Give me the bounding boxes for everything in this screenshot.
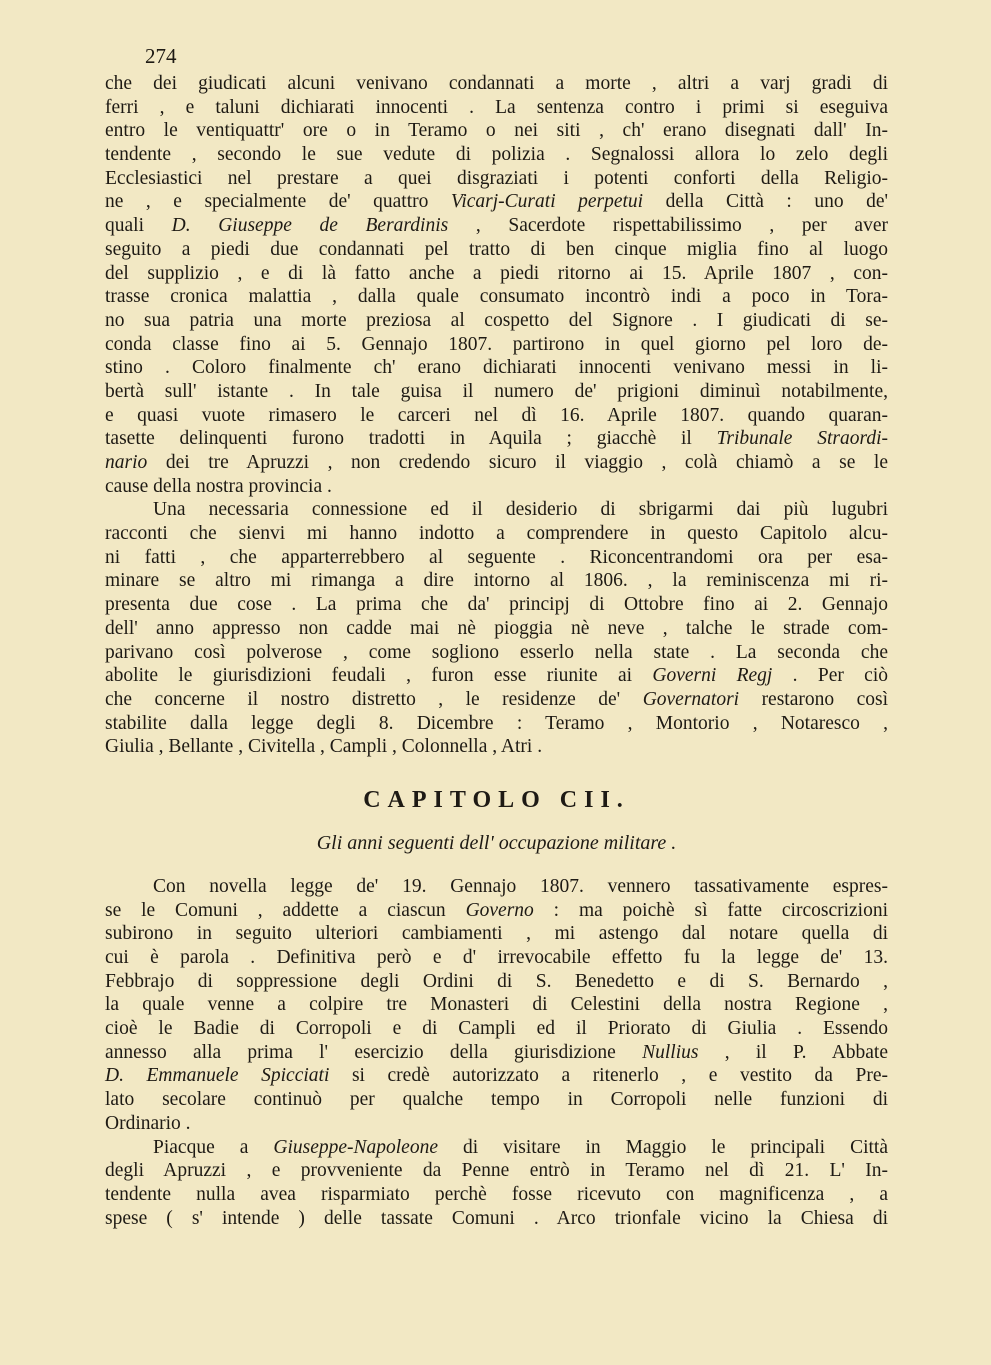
text-segment: della Città : uno de' <box>643 191 888 213</box>
text-line <box>105 1017 888 1041</box>
text-line <box>105 356 888 380</box>
text-line <box>105 735 888 759</box>
text-line <box>105 1041 888 1065</box>
text-segment: si credè autorizzato a ritenerlo , e vestito da Pre- <box>329 1065 888 1087</box>
text-line <box>105 546 888 570</box>
text-line <box>105 1136 888 1160</box>
text-segment: spese ( s' intende ) delle tassate Comuni . Arco trionfale vicino la Chiesa di <box>105 1207 888 1229</box>
page-number: 274 <box>145 44 177 68</box>
text-line <box>105 285 888 309</box>
text-line <box>105 688 888 712</box>
text-segment: minare se altro mi rimanga a dire intorno al 1806. , la reminiscenza mi ri- <box>105 570 888 592</box>
text-line <box>105 712 888 736</box>
text-line <box>105 593 888 617</box>
italic-text: Giuseppe-Napoleone <box>273 1136 438 1158</box>
text-line <box>105 309 888 333</box>
text-segment: restarono così <box>739 688 889 710</box>
text-segment: se le Comuni , addette a ciascun <box>105 899 466 921</box>
text-segment: che dei giudicati alcuni venivano condannati a morte , altri a varj gradi di <box>105 73 888 94</box>
text-line <box>105 1064 888 1088</box>
text-segment: subirono in seguito ulteriori cambiamenti , mi astengo dal notare quella di <box>105 923 888 945</box>
text-segment: presenta due cose . La prima che da' principj di Ottobre fino ai 2. Gennajo <box>105 594 888 616</box>
text-segment: no sua patria una morte preziosa al cospetto del Signore . I giudicati di se- <box>105 309 888 331</box>
text-segment: entro le ventiquattr' ore o in Teramo o nei siti , ch' erano disegnati dall' In- <box>105 120 888 142</box>
text-segment: stabilite dalla legge degli 8. Dicembre : Teramo , Montorio , Notaresco , <box>105 712 888 734</box>
text-segment: e quasi vuote rimasero le carceri nel dì 16. Aprile 1807. quando quaran- <box>105 404 888 426</box>
book-page <box>105 40 888 1230</box>
chapter-subtitle: Gli anni seguenti dell' occupazione militare . <box>316 831 677 854</box>
text-line <box>105 993 888 1017</box>
text-line <box>105 333 888 357</box>
body-text-before-chapter <box>105 72 888 759</box>
text-line <box>105 96 888 120</box>
text-segment: parivano così polverose , come sogliono esserlo nella state . La seconda che <box>105 641 888 663</box>
text-segment: la quale venne a colpire tre Monasteri di Celestini della nostra Regione , <box>105 994 888 1016</box>
text-line <box>105 569 888 593</box>
body-text-after-chapter <box>105 875 888 1230</box>
text-line <box>105 1159 888 1183</box>
text-line <box>105 922 888 946</box>
text-segment: annesso alla prima l' esercizio della giurisdizione <box>105 1041 643 1063</box>
text-segment: cause della nostra provincia . <box>105 475 332 497</box>
paragraph <box>105 875 888 1136</box>
text-line <box>105 899 888 923</box>
text-segment: cui è parola . Definitiva però e d' irrevocabile effetto fu la legge de' 13. <box>105 947 888 968</box>
text-segment: lato secolare continuò per qualche tempo in Corropoli nelle funzioni di <box>105 1089 888 1111</box>
text-line <box>105 72 888 96</box>
text-line <box>105 404 888 428</box>
italic-text: D. Giuseppe de Berardinis <box>171 215 449 237</box>
text-segment: Una necessaria connessione ed il desiderio di sbrigarmi dai più lugubri <box>153 499 888 521</box>
text-line <box>105 380 888 404</box>
text-line <box>105 214 888 238</box>
text-segment: degli Apruzzi , e provveniente da Penne entrò in Teramo nel dì 21. L' In- <box>105 1160 888 1182</box>
text-segment: racconti che sienvi mi hanno indotto a comprendere in questo Capitolo alcu- <box>105 523 888 545</box>
text-segment: tasette delinquenti furono tradotti in Aquila ; giacchè il <box>105 428 717 450</box>
text-line <box>105 190 888 214</box>
text-segment: ferri , e taluni dichiarati innocenti . La sentenza contro i primi si eseguiva <box>105 96 888 118</box>
text-segment: dell' anno appresso non cadde mai nè pioggia nè neve , talche le strade com- <box>105 617 888 639</box>
italic-text: Vicarj-Curati perpetui <box>450 191 644 213</box>
text-line <box>105 238 888 262</box>
text-line <box>105 498 888 522</box>
text-line <box>105 970 888 994</box>
text-line <box>105 522 888 546</box>
italic-text: Governi Regj <box>652 665 773 687</box>
text-segment: Giulia , Bellante , Civitella , Campli , Colonnella , Atri . <box>105 736 543 758</box>
paragraph <box>105 498 888 759</box>
text-line <box>105 1088 888 1112</box>
text-line <box>105 262 888 286</box>
italic-text: nario <box>105 452 148 473</box>
text-segment: Piacque a <box>153 1136 274 1158</box>
paragraph <box>105 72 888 498</box>
text-line <box>105 475 888 499</box>
text-segment: , il P. Abbate <box>698 1041 889 1063</box>
text-segment: Ecclesiastici nel prestare a quei disgraziati i potenti conforti della Religio- <box>105 167 888 189</box>
text-segment: tendente , secondo le sue vedute di polizia . Segnalossi allora lo zelo degli <box>105 144 888 166</box>
text-segment: che concerne il nostro distretto , le residenze de' <box>105 688 643 710</box>
text-line <box>105 875 888 899</box>
text-line <box>105 1112 888 1136</box>
text-segment: tendente nulla avea risparmiato perchè fosse ricevuto con magnificenza , a <box>105 1183 888 1205</box>
italic-text: Nullius <box>642 1041 699 1063</box>
text-segment: conda classe fino ai 5. Gennajo 1807. partirono in quel giorno pel loro de- <box>105 333 888 355</box>
text-segment: Con novella legge de' 19. Gennajo 1807. vennero tassativamente espres- <box>153 875 888 897</box>
text-line <box>105 664 888 688</box>
text-segment: : ma poichè sì fatte circoscrizioni <box>533 899 888 921</box>
text-segment: , Sacerdote rispettabilissimo , per aver <box>448 215 888 237</box>
text-line <box>105 451 888 475</box>
italic-text: Governatori <box>642 688 740 710</box>
text-line <box>105 946 888 970</box>
text-segment: ni fatti , che apparterrebbero al seguente . Riconcentrandomi ora per esa- <box>105 546 888 568</box>
text-line <box>105 1183 888 1207</box>
italic-text: D. Emmanuele Spicciati <box>105 1065 330 1087</box>
text-segment: Ordinario . <box>105 1112 191 1134</box>
text-segment: Febbrajo di soppressione degli Ordini di S. Benedetto e di S. Bernardo , <box>105 970 888 992</box>
text-line <box>105 641 888 665</box>
text-segment: trasse cronica malattia , dalla quale consumato incontrò indi a poco in Tora- <box>105 286 888 308</box>
text-segment: bertà sull' istante . In tale guisa il numero de' prigioni diminuì notabilmente, <box>105 380 888 402</box>
chapter-heading: CAPITOLO CII. <box>363 786 630 813</box>
text-line <box>105 1207 888 1231</box>
text-segment: seguito a piedi due condannati pel tratto di ben cinque miglia fino al luogo <box>105 238 888 260</box>
text-segment: quali <box>105 215 172 237</box>
italic-text: Governo <box>465 899 534 921</box>
text-segment: stino . Coloro finalmente ch' erano dichiarati innocenti venivano messi in li- <box>105 357 888 379</box>
text-segment: di visitare in Maggio le principali Città <box>438 1136 888 1158</box>
text-line <box>105 119 888 143</box>
italic-text: Tribunale Straordi- <box>716 428 888 450</box>
text-line <box>105 617 888 641</box>
text-segment: dei tre Apruzzi , non credendo sicuro il viaggio , colà chiamò a se le <box>147 452 888 473</box>
text-line <box>105 427 888 451</box>
text-segment: . Per ciò <box>772 665 888 687</box>
text-segment: abolite le giurisdizioni feudali , furon esse riunite ai <box>105 665 653 687</box>
text-line <box>105 143 888 167</box>
text-segment: ne , e specialmente de' quattro <box>105 191 451 213</box>
text-segment: del supplizio , e di là fatto anche a piedi ritorno ai 15. Aprile 1807 , con- <box>105 262 888 284</box>
text-segment: cioè le Badie di Corropoli e di Campli ed il Priorato di Giulia . Essendo <box>105 1018 888 1040</box>
text-line <box>105 167 888 191</box>
paragraph <box>105 1136 888 1231</box>
